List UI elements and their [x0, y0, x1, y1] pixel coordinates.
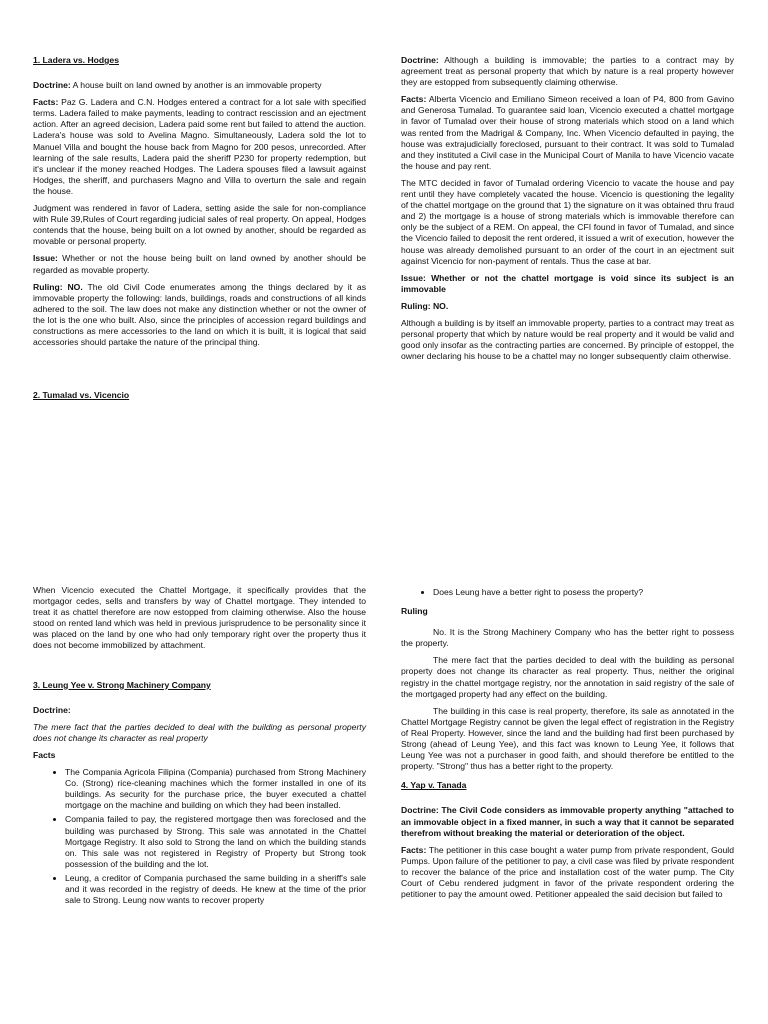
ruling-text: The old Civil Code enumerates among the things declared by it as immovable property the following: lands, buildings, roads and constructions of all kinds adhered to the soil. The law does not make any distinction whether or not the owner of the lot is the one who built. Also, since the principles of accession regard buildings and constructions as mere accessories to the land on which it is built, it is logical that said accessories should partake the nature of the principal thing. — [33, 281, 367, 348]
yap-facts — [401, 845, 734, 900]
page2-right-column — [401, 585, 734, 906]
tumalad-issue: Issue: Whether or not the chattel mortgage is void since its subject is an immovable — [401, 272, 734, 294]
leung-doctrine-text: The mere fact that the parties decided to deal with the building as personal property does not change its character as real property — [33, 721, 366, 743]
doctrine-text: A house built on land owned by another is an immovable property — [70, 80, 322, 91]
doctrine-label: Doctrine: — [401, 55, 439, 65]
page1-right-column — [401, 55, 734, 368]
facts-text: Alberta Vicencio and Emiliano Simeon received a loan of P4, 800 from Gavino and Generosa Tumalad. To guarantee said loan, Vicencio executed a chattel mortgage in favor of Tumalad over their house of strong materials which stood on a land which was rented from the Madrigal & Company, Inc. When Vicencio defaulted in paying, the house was extrajudicially foreclosed, pursuant to their contract. It was sold to Tumalad and they instituted a Civil case in the Municipal Court of Manila to have Vicencio vacate the house and pay rent. — [401, 94, 734, 171]
facts-label: Facts: — [33, 97, 59, 108]
tumalad-ruling-text: Although a building is by itself an immovable property, parties to a contract may treat as personal property that which by nature would be real property and it would be valid and good only insofar as the contracting parties are concerned. By principle of estoppel, the owner declaring his house to be a chattel may no longer subsequently claim otherwise. — [401, 317, 734, 362]
leung-facts-heading: Facts — [33, 749, 56, 760]
list-item: • Does Leung have a better right to posess the property? — [433, 587, 734, 598]
leung-ruling-p2: The mere fact that the parties decided to deal with the building as personal property does not change its character as real property. Thus, neither the original registry in the chattel mortgage registry, nor the annotation in said registry of the sale of the mortgaged property had any effect on the building. — [401, 655, 734, 699]
leung-ruling-p1: No. It is the Strong Machinery Company who has the better right to possess the property. — [401, 627, 734, 649]
tumalad-doctrine — [401, 55, 734, 88]
ladera-doctrine — [33, 80, 366, 91]
tumalad-conclusion: When Vicencio executed the Chattel Mortgage, it specifically provides that the mortgagor cedes, sells and transfers by way of Chattel mortgage. They intended to treat it as chattel therefore are now estopped from claiming otherwise. Also the house stood on rented land which was held in previous jurisprudence to be personality since it was placed on the land by one who had only temporary right over the property thus it does not become immobilized by attachment. — [33, 585, 366, 651]
leung-ruling-heading: Ruling — [401, 606, 428, 617]
leung-doctrine-heading: Doctrine: — [33, 704, 71, 715]
tumalad-mtc: The MTC decided in favor of Tumalad ordering Vicencio to vacate the house and pay rent until they have completely vacated the house. Vicencio is questioning the legality of the chattel mortgage on the ground that 1) the signature on it was obtained thru fraud and 2) the mortgage is a house of strong materials which is immovable therefore can only be the subject of a REM. On appeal, the CFI found in favor of Tumalad, and since the Vicencio failed to deposit the rent ordered, it issued a writ of execution, however the house was already demolished pursuant to an order of the court in an ejectment suit against Vicencio for non-payment of rentals. Thus the case at bar. — [401, 177, 734, 266]
tumalad-facts — [401, 94, 734, 172]
doctrine-label: Doctrine: — [33, 80, 71, 91]
yap-doctrine: Doctrine: The Civil Code considers as immovable property anything "attached to an immovable object in a fixed manner, in such a way that it cannot be separated therefrom without breaking the material or deterioration of the object. — [401, 805, 734, 838]
case-heading-ladera: 1. Ladera vs. Hodges — [33, 55, 119, 65]
list-item: • Compania failed to pay, the registered mortgage then was foreclosed and the building was purchased by Strong. This sale was annotated in the Chattel Mortgage Registry. It also sold to Strong the land on which the building stands on. This sale was not registered in Registry of Property but Strong took possession of the building and the lot. — [65, 814, 366, 869]
page2-left-column — [33, 585, 366, 912]
case-heading-leung-yee: 3. Leung Yee v. Strong Machinery Company — [33, 679, 211, 690]
page1-left-column — [33, 55, 366, 415]
leung-ruling-p3: The building in this case is real property, therefore, its sale as annotated in the Chattel Mortgage Registry cannot be given the legal effect of registration in the Registry of Real Property. However, since the land and the building had first been purchased by Strong (ahead of Leung Yee), and this fact was known to Leung Yee, it follows that Leung Yee was not a purchaser in good faith, and should therefore be entitled to the property. "Strong" thus has a better right to the property. — [401, 705, 734, 772]
ruling-label: Ruling: NO. — [33, 281, 83, 292]
facts-label: Facts: — [401, 844, 427, 855]
facts-label: Facts: — [401, 94, 427, 105]
ladera-facts — [33, 97, 366, 197]
leung-facts-list — [33, 767, 366, 906]
ladera-judgment: Judgment was rendered in favor of Ladera, setting aside the sale for non-compliance with Rule 39,Rules of Court regarding judicial sales of real property. On appeal, Hodges contends that the house, being built on a lot owned by another, should be regarded as movable or personal property. — [33, 203, 366, 247]
case-heading-yap: 4. Yap v. Tanada — [401, 780, 467, 791]
case-heading-tumalad: 2. Tumalad vs. Vicencio — [33, 390, 130, 401]
document-page-2 — [0, 512, 768, 1024]
facts-text: The petitioner in this case bought a water pump from private respondent, Gould Pumps. Upon failure of the petitioner to pay, a civil case was filed by private respondent to recover the balance of the price and installation cost of the water pump. The City Court of Cebu rendered judgment in favor of the private respondent ordering the petitioner to pay the amount owed. Petitioner appealed the said decision but failed to — [401, 844, 734, 900]
ladera-issue — [33, 253, 366, 275]
list-item: • The Compania Agricola Filipina (Compania) purchased from Strong Machinery Co. (Strong) rice-cleaning machines which the former installed in one of its buildings. As security for the purchase price, the buyer executed a chattel mortgage on the machine and building on which they had been installed. — [65, 767, 366, 811]
tumalad-ruling-label: Ruling: NO. — [401, 300, 449, 311]
doctrine-text: Although a building is immovable; the parties to a contract may by agreement treat as personal property that which by nature is a real property however they are estopped from subsequently claiming otherwise. — [401, 55, 734, 88]
issue-list — [401, 587, 734, 598]
facts-text: Paz G. Ladera and C.N. Hodges entered a contract for a lot sale with specified terms. Ladera failed to make payments, leading to contract rescission and an ejectment action. After an agreed decision, Ladera paid some rent but failed to attend the auction. Ladera's house was sold to Avelina Magno. Simultaneously, Ladera sold the lot to Manuel Villa and bought the house back from Magno for 200 pesos, unrecorded. After learning of the sale results, Ladera paid the sheriff P230 for property redemption, but it's unclear if the money reached Hodges. The Ladera spouses filed a lawsuit against Hodges, the sheriff, and purchasers Magno and Villa to overturn the sale and regain the house. — [33, 97, 366, 196]
ladera-ruling — [33, 282, 366, 349]
issue-label: Issue: — [33, 253, 58, 264]
issue-text: Whether or not the house being built on land owned by another should be regarded as movable property. — [33, 253, 366, 275]
list-item: • Leung, a creditor of Compania purchased the same building in a sheriff's sale and it was recorded in the registry of deeds. He knew at the time of the prior sale to Strong. Leung now wants to recover property — [65, 873, 366, 906]
